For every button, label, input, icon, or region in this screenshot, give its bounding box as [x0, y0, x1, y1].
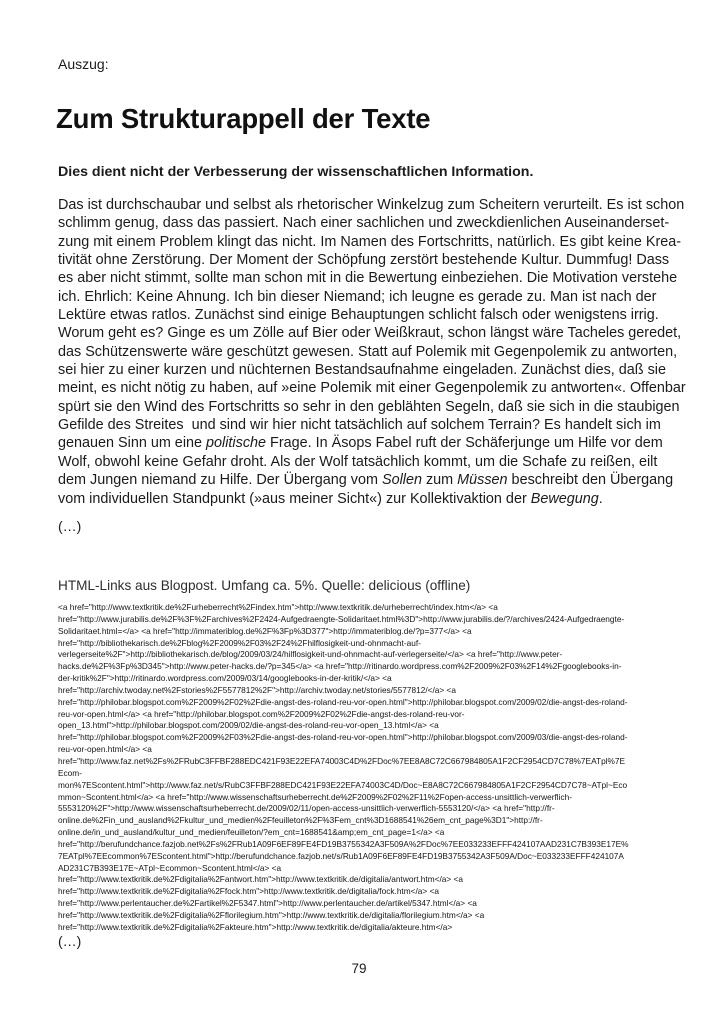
body-text-line: tivität ohne Zerstörung. Der Moment der Schöpfung zerstört bestehende Kultur. Dummfug! Dass: [58, 252, 670, 269]
link-text-line: online.de/in_und_ausland/kultur_und_medien/feuilleton/?em_cnt=1688541&amp;em_cnt_page=1</a> <a: [58, 827, 445, 838]
body-text-line: ich. Ehrlich: Keine Ahnung. Ich bin dieser Niemand; ich leugne es gerade zu. Man ist nach der: [58, 288, 657, 305]
link-text-line: 7EATpl%7EEcommon%7EScontent.html">http://berufundchance.fazjob.net/s/Rub1A09F6EF89FE4FD19B3755342A3F509A/Doc~E033233EFFF424107A: [58, 850, 624, 861]
link-text-line: href="http://berufundchance.fazjob.net%2Fs%2FRub1A09F6EF89FE4FD19B3755342A3F509A%2FDoc%7EE033233EFFF424107AAD231C7B393E17E%: [58, 838, 629, 849]
body-text-line: meint, es nicht nötig zu haben, auf »eine Polemik mit einer Gegenpolemik zu antworten«. Offenbar: [58, 380, 686, 397]
body-text-line: vom individuellen Standpunkt (»aus meiner Sicht«) zur Kollektivaktion der Bewegung.: [58, 490, 603, 507]
ellipsis-bottom: (…): [58, 933, 82, 949]
body-text-line: zung mit einem Problem klingt das nicht. Im Namen des Fortschritts, natürlich. Es gibt keine Krea-: [58, 233, 682, 250]
body-text-line: sei hier zu einer kurzen und nüchternen Bestandsaufnahme eingeladen. Zunächst dies, daß sie: [58, 362, 666, 379]
body-text-line: Lektüre etwas ratlos. Zunächst sind einige Behauptungen schlicht falsch oder wenigstens irrig.: [58, 307, 659, 324]
body-text-line: Das ist durchschaubar und selbst als rhetorischer Winkelzug zum Scheitern verurteilt. Es ist schon: [58, 197, 685, 213]
body-paragraph: [58, 196, 698, 508]
link-text-line: href="http://www.faz.net%2Fs%2FRubC3FFBF288EDC421F93E22EFA74003C4D%2FDoc%7EE8A8C72C667984805A1F2CF2954CD7C78%7EATpl%7E: [58, 755, 626, 766]
body-text-line: es aber nicht stimmt, sollte man schon mit in die Bewertung einbeziehen. Die Motivation verstehe: [58, 270, 678, 287]
page-number: 79: [351, 961, 367, 976]
link-text-line: Solidaritaet.html=</a> <a href="http://immateriblog.de%2F%3Fp%3D377">http://immateriblog.de/?p=377</a> <a: [58, 625, 472, 636]
link-text-line: href="http://www.textkritik.de%2Fdigitalia%2Fantwort.htm">http://www.textkritik.de/digitalia/antwort.htm</a> <a: [58, 874, 464, 885]
link-text-line: href="http://philobar.blogspot.com%2F2009%2F03%2Fdie-angst-des-roland-reu-vor-open.html">http://philobar.blogspot.com/2009/03/die-angst-des-roland-: [58, 732, 628, 743]
body-text-line: Wolf, obwohl keine Gefahr droht. Als der Wolf tatsächlich kommt, um die Schafe zu reißen, eilt: [58, 453, 658, 470]
link-text-line: Ecom-: [58, 767, 82, 778]
link-text-line: der-kritik%2F">http://ritinardo.wordpress.com/2009/03/14/googlebooks-in-der-kritik/</a> <a: [58, 673, 392, 684]
link-text-line: AD231C7B393E17E~ATpl~Ecommon~Scontent.html</a> <a: [58, 862, 282, 873]
link-text-line: href="http://www.textkritik.de%2Fdigitalia%2Fakteure.htm">http://www.textkritik.de/digitalia/akteure.htm</a>: [58, 921, 453, 932]
body-text-line: schlimm genug, dass das passiert. Nach einer sachlichen und zweckdienlichen Auseinanderset-: [58, 215, 670, 232]
link-text-line: href="http://www.textkritik.de%2Fdigitalia%2Fflorilegium.htm">http://www.textkritik.de/digitalia/florilegium.htm</a> <a: [58, 909, 485, 920]
link-text-line: href="http://www.perlentaucher.de%2Fartikel%2F5347.html">http://www.perlentaucher.de/artikel/5347.html</a> <a: [58, 898, 477, 909]
body-text-line: spürt sie den Wind des Fortschritts so sehr in den geblähten Segeln, daß sie sich in die staubigen: [58, 398, 680, 415]
links-block: [58, 602, 706, 934]
link-text-line: href="http://www.textkritik.de%2Fdigitalia%2Ffock.htm">http://www.textkritik.de/digitalia/fock.htm</a> <a: [58, 886, 440, 897]
link-text-line: mon%7EScontent.html">http://www.faz.net/s/RubC3FFBF288EDC421F93E22EFA74003C4D/Doc~E8A8C72C667984805A1F2CF2954CD7C78~ATpl~Eco: [58, 779, 628, 790]
link-text-line: open_13.html">http://philobar.blogspot.com/2009/02/die-angst-des-roland-reu-vor-open_13.html</a> <a: [58, 720, 439, 731]
link-text-line: online.de%2Fin_und_ausland%2Fkultur_und_medien%2Ffeuilleton%2F%3Fem_cnt%3D1688541%26em_cnt_page%3D1">http://fr-: [58, 815, 543, 826]
link-text-line: reu-vor-open.html</a> <a href="http://philobar.blogspot.com%2F2009%2F02%2Fdie-angst-des-roland-reu-vor-: [58, 708, 465, 719]
link-text-line: hacks.de%2F%3Fp%3D345">http://www.peter-hacks.de/?p=345</a> <a href="http://ritinardo.wordpress.com%2F2009%2F03%2F14%2Fgooglebooks-in-: [58, 661, 622, 672]
links-source-heading: HTML-Links aus Blogpost. Umfang ca. 5%. Quelle: delicious (offline): [58, 578, 471, 593]
link-text-line: mmon~Scontent.html</a> <a href="http://www.wissenschaftsurheberrecht.de%2F2009%2F02%2F11%2Fopen-access-unsittlich-verwerflich-: [58, 791, 572, 802]
link-text-line: verlegerseite%2F">http://bibliothekarisch.de/blog/2009/03/24/hilflosigkeit-und-ohnmacht-auf-verlegerseite/</a> <a href="http://www.peter-: [58, 649, 563, 660]
link-text-line: href="http://archiv.twoday.net%2Fstories%2F5577812%2F">http://archiv.twoday.net/stories/5577812/</a> <a: [58, 684, 456, 695]
link-text-line: href="http://www.jurabilis.de%2F%3F%2Farchives%2F2424-Aufgedraengte-Solidaritaet.html%3D">http://www.jurabilis.de/?/archives/2424-Aufgedraengte-: [58, 613, 625, 624]
ellipsis-top: (…): [58, 518, 82, 534]
link-text-line: href="http://bibliothekarisch.de%2Fblog%2F2009%2F03%2F24%2Fhilflosigkeit-und-ohnmacht-auf-: [58, 637, 421, 648]
body-text-line: Gefilde des Streites und sind wir hier nicht tatsächlich auf solchem Terrain? Es handelt sich im: [58, 417, 661, 434]
link-text-line: 5553120%2F">http://www.wissenschaftsurheberrecht.de/2009/02/11/open-access-unsittlich-verwerflich-5553120/</a> <a href="http://fr-: [58, 803, 555, 814]
link-text-line: <a href="http://www.textkritik.de%2Furheberrecht%2Findex.htm">http://www.textkritik.de/urheberrecht/index.htm</a> <a: [58, 602, 498, 612]
link-text-line: reu-vor-open.html</a> <a: [58, 744, 152, 755]
body-text-line: Worum geht es? Ginge es um Zölle auf Bier oder Weißkraut, schon längst wäre Tacheles geredet,: [58, 325, 682, 342]
link-text-line: href="http://philobar.blogspot.com%2F2009%2F02%2Fdie-angst-des-roland-reu-vor-open.html">http://philobar.blogspot.com/2009/02/die-angst-des-roland-: [58, 696, 628, 707]
body-text-line: genauen Sinn um eine politische Frage. In Äsops Fabel ruft der Schäferjunge um Hilfe vor dem: [58, 435, 663, 452]
body-text-line: dem Jungen niemand zu Hilfe. Der Übergang vom Sollen zum Müssen beschreibt den Übergang: [58, 472, 674, 489]
excerpt-label: Auszug:: [58, 56, 109, 72]
lead-sentence: Dies dient nicht der Verbesserung der wissenschaftlichen Information.: [58, 164, 534, 180]
body-text-line: das Schützenswerte wäre geschützt gewesen. Statt auf Polemik mit Gegenpolemik zu antworten,: [58, 343, 678, 360]
page-title: Zum Strukturappell der Texte: [56, 103, 431, 134]
